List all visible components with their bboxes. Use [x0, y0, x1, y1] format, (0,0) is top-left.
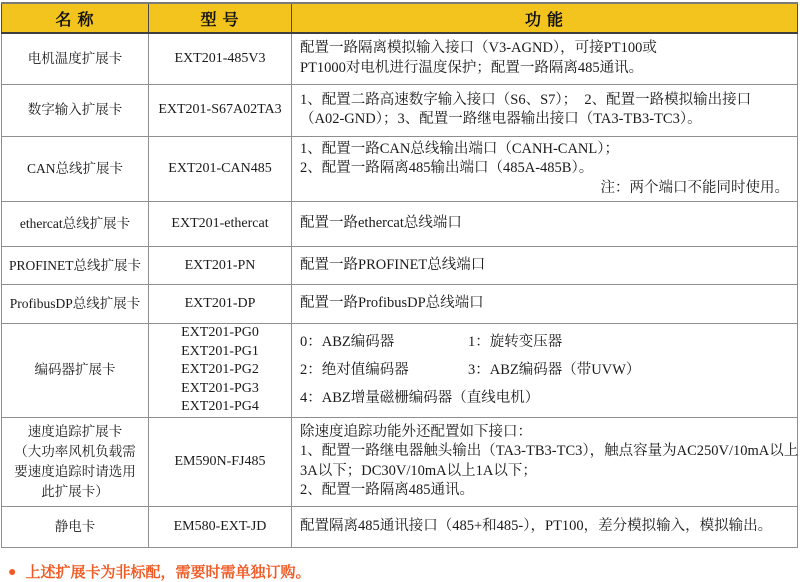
name-line: ProfibusDP总线扩展卡	[9, 296, 141, 311]
function-line: 除速度追踪功能外还配置如下接口：	[300, 423, 532, 440]
table-row	[2, 324, 798, 418]
model-line: EXT201-PG3	[181, 380, 259, 396]
name-cell	[2, 247, 149, 285]
function-cell	[292, 247, 798, 285]
model-cell	[149, 84, 292, 136]
function-line: 2、配置一路隔离485输出端口（485A-485B）。	[300, 160, 594, 176]
function-line	[300, 328, 791, 356]
name-line: 此扩展卡）	[41, 483, 109, 499]
name-cell	[2, 417, 149, 506]
function-option: 0：ABZ编码器	[300, 334, 395, 351]
function-line: 1、配置二路高速数字输入接口（S6、S7）； 2、配置一路模拟输出接口	[300, 91, 752, 108]
model-cell	[149, 285, 292, 324]
name-line: 数字输入扩展卡	[27, 102, 123, 117]
header-row	[2, 3, 798, 33]
function-line: （A02-GND）；3、配置一路继电器输出接口（TA3-TB3-TC3）。	[300, 111, 702, 127]
function-line: 4：ABZ增量磁栅编码器（直线电机）	[300, 390, 540, 407]
table-row	[2, 285, 798, 324]
name-cell	[2, 136, 149, 202]
model-line: EXT201-PG1	[181, 343, 259, 359]
function-line: 配置隔离485通讯接口（485+和485-），PT100，差分模拟输入，模拟输出。	[300, 517, 773, 534]
function-line: 1、配置一路CAN总线输出端口（CANH-CANL）；	[300, 140, 619, 157]
function-line: 配置一路隔离模拟输入接口（V3-AGND），可接PT100或	[300, 40, 657, 57]
name-line: CAN总线扩展卡	[26, 160, 123, 176]
col-header-name: 名 称	[2, 3, 149, 33]
function-line: PT1000对电机进行温度保护；配置一路隔离485通讯。	[300, 59, 644, 76]
function-cell	[292, 506, 798, 547]
model-cell	[149, 33, 292, 84]
model-cell	[149, 324, 292, 418]
name-cell	[2, 324, 149, 418]
model-line: EXT201-PG4	[181, 399, 259, 414]
name-cell	[2, 33, 149, 84]
model-line: EXT201-ethercat	[171, 216, 269, 231]
name-line: ethercat总线扩展卡	[19, 216, 131, 231]
function-line: 2、配置一路隔离485通讯。	[300, 482, 474, 498]
model-line: EXT201-485V3	[174, 50, 266, 66]
model-line: EXT201-S67A02TA3	[158, 102, 282, 117]
table-row	[2, 84, 798, 136]
name-line: （大功率风机负载需	[14, 443, 136, 459]
model-cell	[149, 417, 292, 506]
table-row	[2, 417, 798, 506]
function-line	[300, 356, 791, 384]
expansion-card-table	[1, 2, 798, 548]
name-line: 编码器扩展卡	[34, 362, 116, 378]
name-cell	[2, 202, 149, 247]
model-line: EXT201-CAN485	[168, 160, 272, 176]
model-cell	[149, 202, 292, 247]
function-line: 1、配置一路继电器触头输出（TA3-TB3-TC3），触点容量为AC250V/10mA以上	[300, 443, 799, 459]
name-line: 静电卡	[54, 518, 96, 534]
function-cell	[292, 136, 798, 202]
model-line: EXT201-PN	[184, 257, 256, 273]
bullet-icon: ●	[8, 563, 17, 579]
name-line: PROFINET总线扩展卡	[8, 257, 141, 273]
name-line: 要速度追踪时请选用	[14, 463, 136, 479]
function-cell	[292, 84, 798, 136]
model-cell	[149, 247, 292, 285]
function-line: 3A以下；DC30V/10mA以上1A以下；	[300, 462, 537, 479]
name-line: 速度追踪扩展卡	[27, 423, 123, 439]
function-cell	[292, 202, 798, 247]
function-cell	[292, 33, 798, 84]
table-row	[2, 247, 798, 285]
function-option: 1：旋转变压器	[468, 334, 563, 351]
model-cell	[149, 506, 292, 547]
function-cell	[292, 417, 798, 506]
model-line: EM580-EXT-JD	[173, 518, 267, 534]
name-cell	[2, 285, 149, 324]
function-cell	[292, 285, 798, 324]
model-cell	[149, 136, 292, 202]
col-header-function: 功 能	[292, 3, 798, 33]
name-cell	[2, 84, 149, 136]
function-line: 配置一路ethercat总线端口	[300, 215, 462, 232]
function-line: 配置一路ProfibusDP总线端口	[300, 295, 484, 312]
table-row	[2, 136, 798, 202]
function-line: 配置一路PROFINET总线端口	[300, 256, 486, 273]
model-line: EM590N-FJ485	[174, 453, 266, 469]
model-line: EXT201-PG2	[181, 362, 259, 377]
footnote-text: 上述扩展卡为非标配，需要时需单独订购。	[25, 563, 311, 581]
model-line: EXT201-DP	[184, 296, 256, 311]
col-header-model: 型 号	[149, 3, 292, 33]
function-option: 2：绝对值编码器	[300, 362, 409, 379]
model-line: EXT201-PG0	[181, 325, 259, 340]
table-row	[2, 202, 798, 247]
name-line: 电机温度扩展卡	[27, 50, 123, 66]
function-option: 3：ABZ编码器（带UVW）	[468, 362, 641, 379]
table-row	[2, 33, 798, 84]
footnote	[8, 561, 800, 582]
function-cell	[292, 324, 798, 418]
function-line: 注：两个端口不能同时使用。	[600, 179, 789, 196]
table-row	[2, 506, 798, 547]
name-cell	[2, 506, 149, 547]
